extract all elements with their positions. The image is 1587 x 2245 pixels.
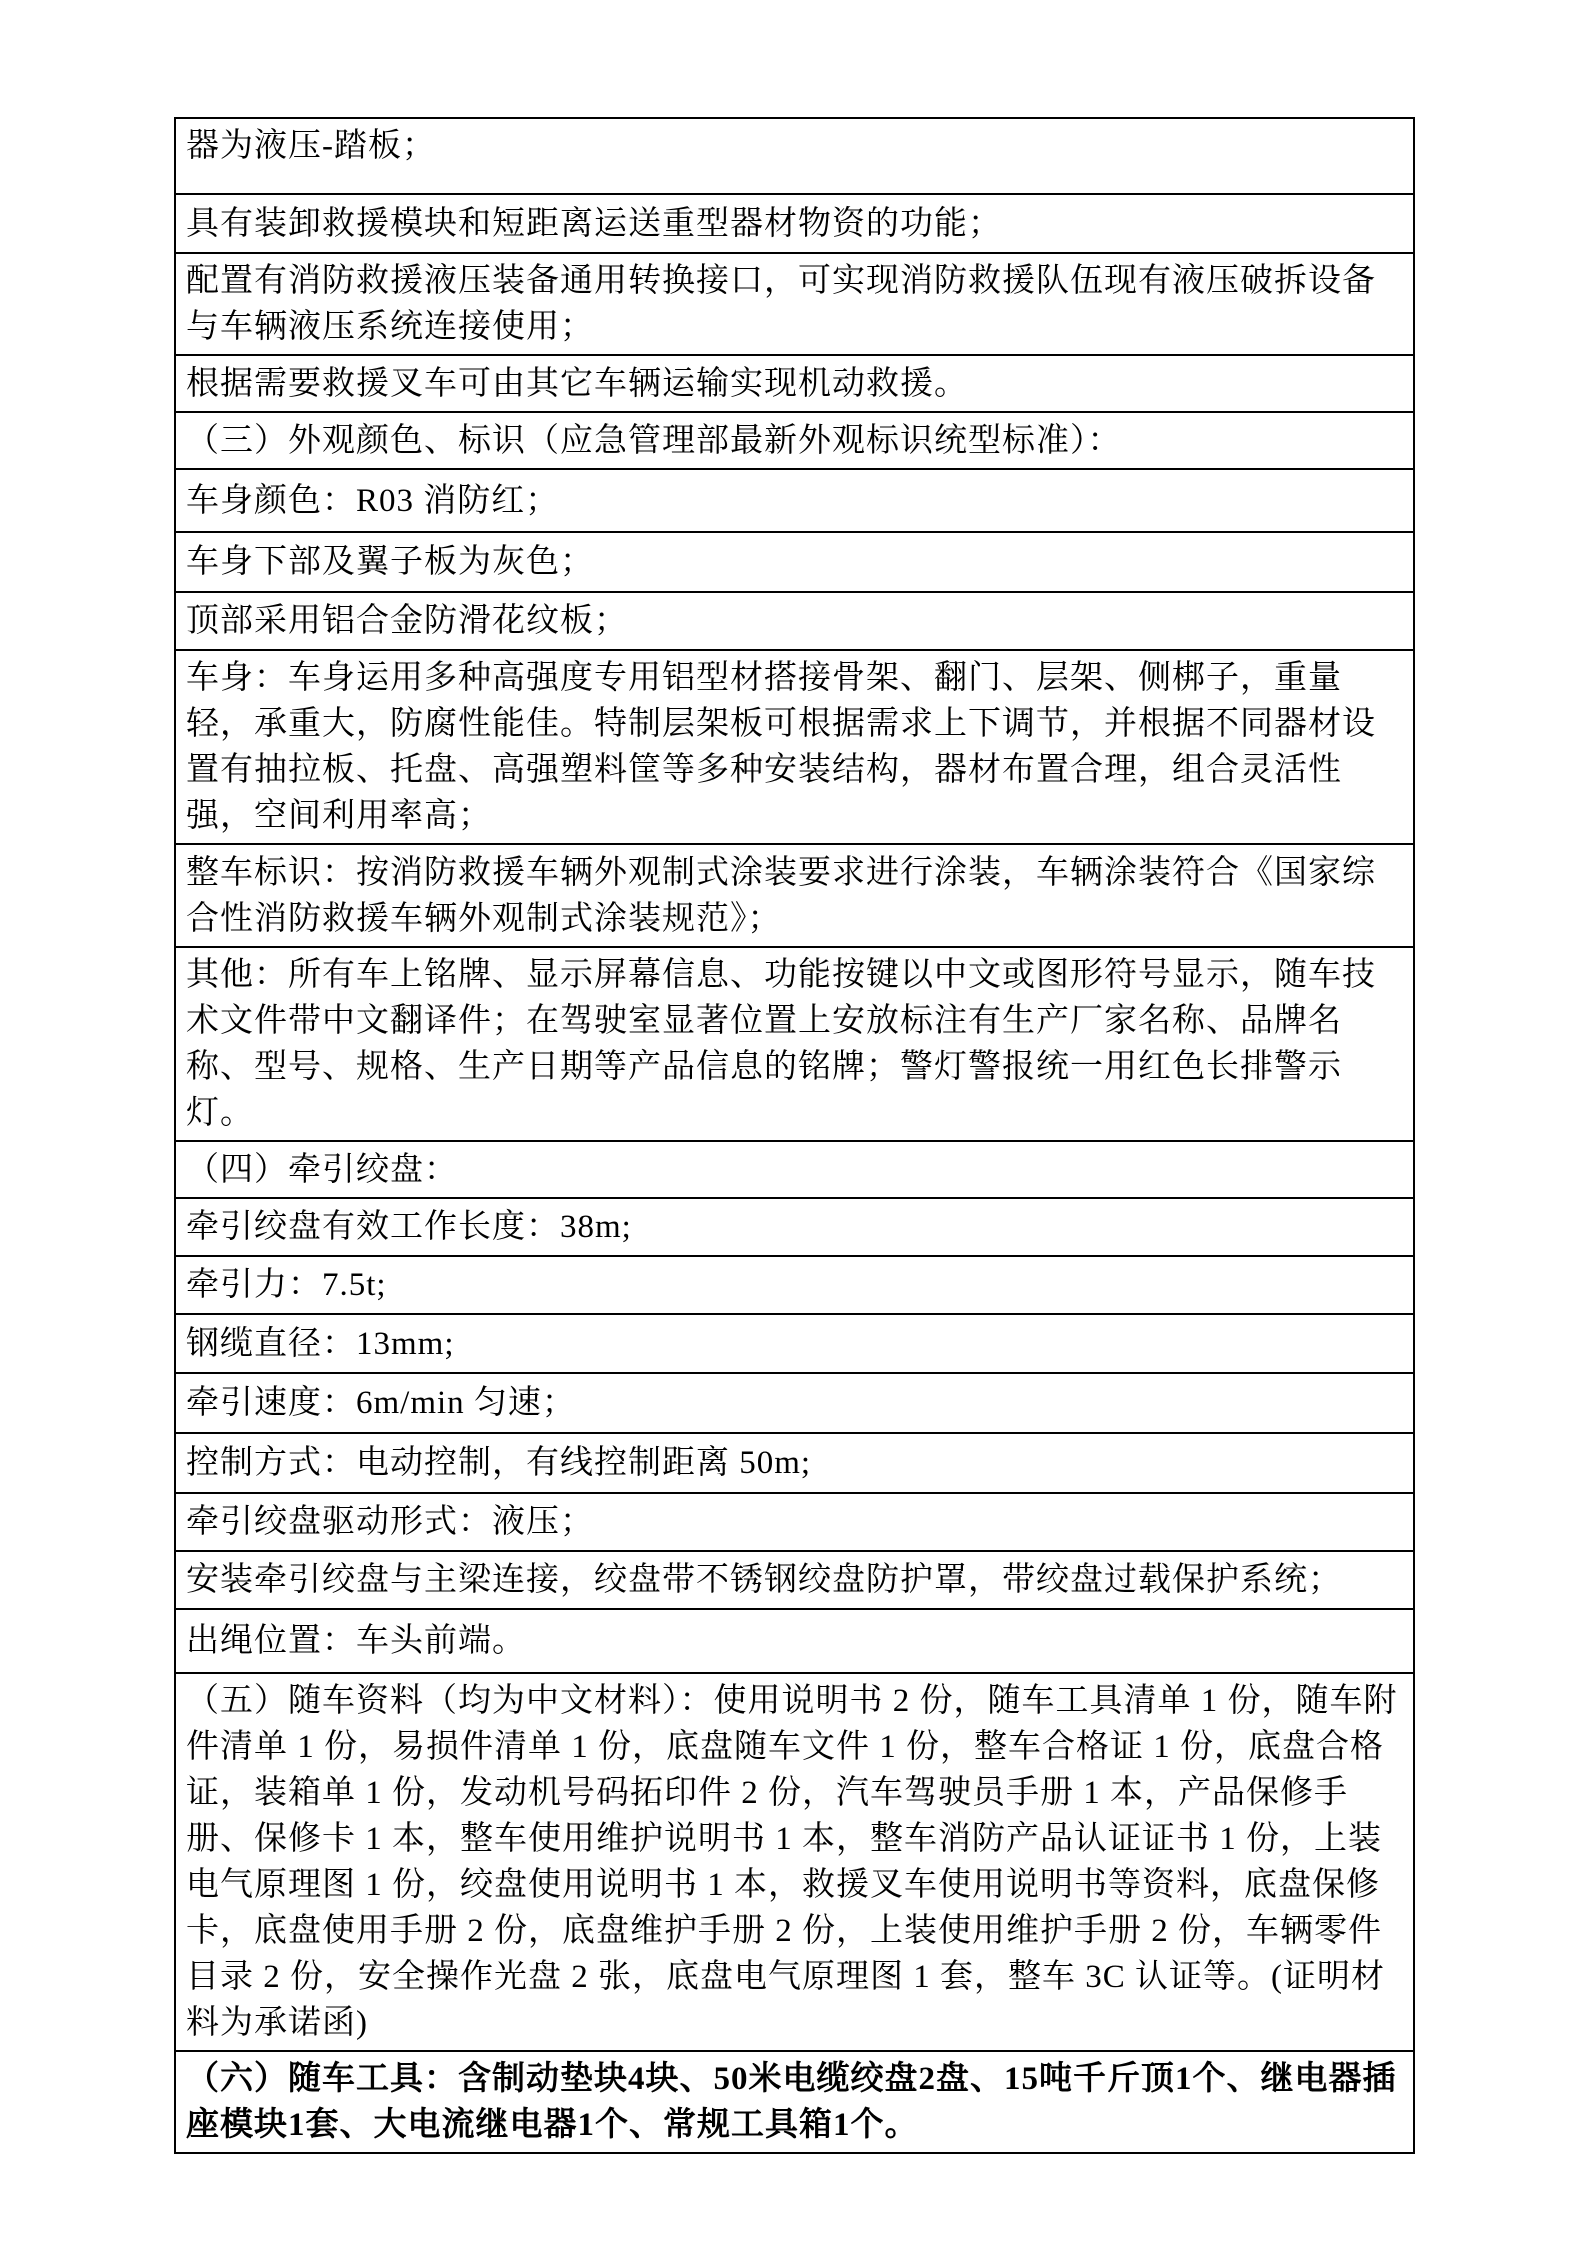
cell-text: 车身颜色：R03 消防红； <box>186 482 560 519</box>
table-row <box>176 1313 1413 1372</box>
cell-text: （五）随车资料（均为中文材料）：使用说明书 2 份，随车工具清单 1 份，随车附件清单 1 份，易损件清单 1 份，底盘随车文件 1 份，整车合格证 1 份，底盘合格证，装箱单 1 份，发动机号码拓印件 2 份，汽车驾驶员手册 1 本，产品保修手册、保修卡 1 本，整车使用维护说明书 1 本，整车消防产品认证证书 1 份，上装电气原理图 1 份，绞盘使用说明书 1 本，救援叉车使用说明书等资料，底盘保修卡，底盘使用手册 2 份，底盘维护手册 2 份，上装使用维护手册 2 份，车辆零件目录 2 份，安全操作光盘 2 张，底盘电气原理图 1 套，整车 3C 认证等。(证明材料为承诺函) <box>186 1683 1398 2041</box>
table-row <box>176 193 1413 252</box>
cell-text: 车身下部及翼子板为灰色； <box>186 544 594 580</box>
spec-table <box>174 117 1415 2154</box>
cell-text: 牵引绞盘有效工作长度：38m; <box>186 1209 632 1245</box>
table-row <box>176 1432 1413 1492</box>
cell-text: 控制方式：电动控制，有线控制距离 50m; <box>186 1445 812 1481</box>
table-row <box>176 1255 1413 1313</box>
table-row <box>176 252 1413 354</box>
table-row <box>176 1140 1413 1197</box>
cell-text: （六）随车工具：含制动垫块4块、50米电缆绞盘2盘、15吨千斤顶1个、继电器插座模块1套、大电流继电器1个、常规工具箱1个。 <box>186 2061 1397 2143</box>
cell-text: 其他：所有车上铭牌、显示屏幕信息、功能按键以中文或图形符号显示，随车技术文件带中文翻译件；在驾驶室显著位置上安放标注有生产厂家名称、品牌名称、型号、规格、生产日期等产品信息的铭牌；警灯警报统一用红色长排警示灯。 <box>186 957 1376 1131</box>
cell-text: 配置有消防救援液压装备通用转换接口，可实现消防救援队伍现有液压破拆设备与车辆液压系统连接使用； <box>186 263 1376 345</box>
table-row <box>176 1550 1413 1608</box>
table-row <box>176 1672 1413 2050</box>
table-row <box>176 354 1413 411</box>
cell-text: 车身：车身运用多种高强度专用铝型材搭接骨架、翻门、层架、侧梆子，重量轻，承重大，防腐性能佳。特制层架板可根据需求上下调节，并根据不同器材设置有抽拉板、托盘、高强塑料筐等多种安装结构，器材布置合理，组合灵活性强，空间利用率高； <box>186 660 1376 834</box>
table-row <box>176 1197 1413 1255</box>
table-row <box>176 1608 1413 1672</box>
table-row <box>176 1372 1413 1432</box>
cell-text: 牵引绞盘驱动形式：液压； <box>186 1504 594 1540</box>
table-row <box>176 649 1413 843</box>
table-row <box>176 119 1413 193</box>
table-row <box>176 531 1413 591</box>
table-row <box>176 1492 1413 1550</box>
table-row <box>176 843 1413 946</box>
cell-text: 根据需要救援叉车可由其它车辆运输实现机动救援。 <box>186 365 968 402</box>
cell-text: 牵引力：7.5t; <box>186 1267 387 1303</box>
table-row <box>176 2050 1413 2152</box>
table-row <box>176 468 1413 531</box>
cell-text: （四）牵引绞盘： <box>186 1151 458 1188</box>
cell-text: （三）外观颜色、标识（应急管理部最新外观标识统型标准）： <box>186 422 1122 459</box>
cell-text: 钢缆直径：13mm; <box>186 1325 455 1362</box>
cell-text: 具有装卸救援模块和短距离运送重型器材物资的功能； <box>186 205 1002 242</box>
table-row <box>176 591 1413 649</box>
cell-text: 顶部采用铝合金防滑花纹板； <box>186 603 628 639</box>
table-row <box>176 411 1413 468</box>
cell-text: 整车标识：按消防救援车辆外观制式涂装要求进行涂装，车辆涂装符合《国家综合性消防救援车辆外观制式涂装规范》； <box>186 854 1376 937</box>
table-row <box>176 946 1413 1140</box>
cell-text: 出绳位置：车头前端。 <box>186 1623 526 1659</box>
cell-text: 安装牵引绞盘与主梁连接，绞盘带不锈钢绞盘防护罩，带绞盘过载保护系统； <box>186 1562 1342 1598</box>
cell-text: 牵引速度：6m/min 匀速； <box>186 1385 576 1421</box>
cell-text: 器为液压-踏板； <box>186 128 436 164</box>
